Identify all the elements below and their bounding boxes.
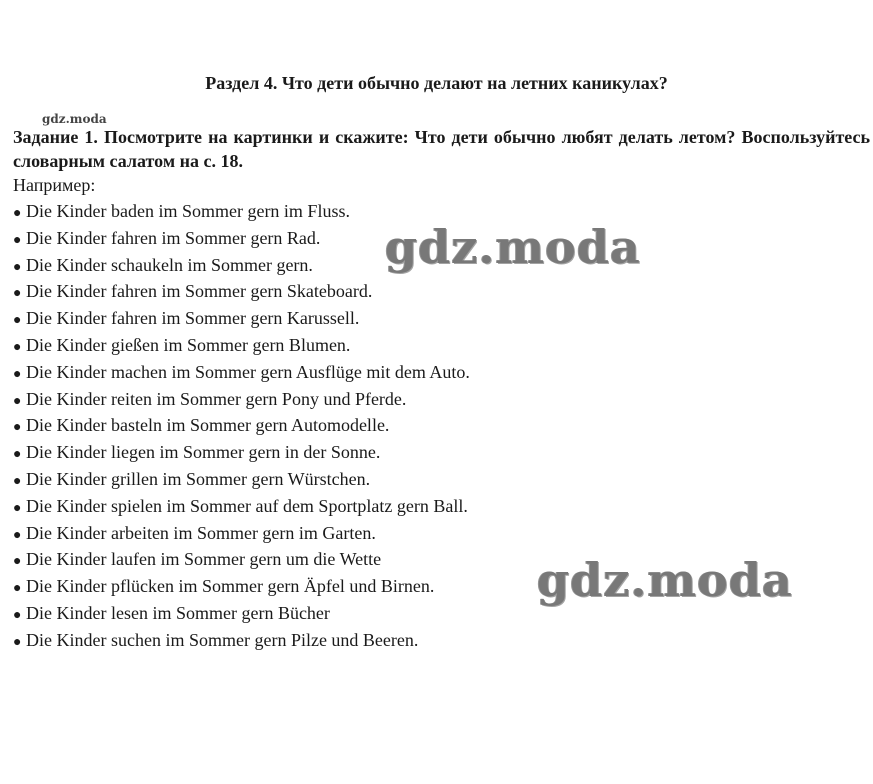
list-item (13, 468, 470, 495)
sentence-text: Die Kinder arbeiten im Sommer gern im Garten. (26, 522, 376, 543)
sentence-text: Die Kinder lesen im Sommer gern Bücher (26, 602, 330, 623)
sentence-text: Die Kinder grillen im Sommer gern Würstchen. (26, 468, 371, 489)
sentence-text: Die Kinder spielen im Sommer auf dem Sportplatz gern Ball. (26, 495, 468, 516)
list-item (13, 280, 470, 307)
list-item (13, 522, 470, 549)
list-item (13, 334, 470, 361)
sentence-text: Die Kinder gießen im Sommer gern Blumen. (26, 334, 351, 355)
list-item (13, 548, 470, 575)
sentence-text: Die Kinder schaukeln im Sommer gern. (26, 254, 313, 275)
bullet-dot-icon: ● (13, 286, 22, 302)
bullet-dot-icon: ● (13, 206, 22, 221)
sentence-text: Die Kinder basteln im Sommer gern Automodelle. (26, 415, 390, 436)
bullet-dot-icon: ● (13, 527, 22, 543)
bullet-dot-icon: ● (13, 634, 22, 650)
bullet-dot-icon: ● (13, 473, 22, 489)
sentence-text: Die Kinder laufen im Sommer gern um die Wette (26, 549, 382, 570)
list-item (13, 388, 470, 415)
example-label: Например: (13, 175, 96, 195)
list-item (13, 629, 470, 656)
bullet-dot-icon: ● (13, 259, 22, 275)
list-item (13, 361, 470, 388)
bullet-dot-icon: ● (13, 393, 22, 409)
bullet-dot-icon: ● (13, 554, 22, 570)
bullet-dot-icon: ● (13, 607, 22, 623)
list-item (13, 441, 470, 468)
watermark-logo: gdz.moda (385, 220, 641, 274)
list-item (13, 414, 470, 441)
watermark-logo: gdz.moda (537, 553, 793, 607)
list-item (13, 495, 470, 522)
page-title: Раздел 4. Что дети обычно делают на летних каникулах? (205, 73, 668, 93)
bullet-dot-icon: ● (13, 366, 22, 382)
sentence-text: Die Kinder reiten im Sommer gern Pony und Pferde. (26, 388, 407, 409)
bullet-dot-icon: ● (13, 500, 22, 516)
sentence-text: Die Kinder machen im Sommer gern Ausflüge mit dem Auto. (26, 361, 470, 382)
bullet-dot-icon: ● (13, 447, 22, 463)
task-instruction: Задание 1. Посмотрите на картинки и скажите: Что дети обычно любят делать летом? Воспользуйтесь словарным салатом на с. 18. (13, 127, 870, 171)
bullet-dot-icon: ● (13, 339, 22, 355)
list-item (13, 602, 470, 629)
list-item (13, 307, 470, 334)
list-item (13, 575, 470, 602)
bullet-dot-icon: ● (13, 313, 22, 329)
bullet-dot-icon: ● (13, 581, 22, 597)
sentence-text: Die Kinder suchen im Sommer gern Pilze und Beeren. (26, 629, 419, 650)
bullet-dot-icon: ● (13, 232, 22, 248)
bullet-dot-icon: ● (13, 420, 22, 436)
sentence-text: Die Kinder pflücken im Sommer gern Äpfel und Birnen. (26, 576, 435, 597)
sentence-text: Die Kinder baden im Sommer gern im Fluss. (26, 201, 350, 221)
sentence-text: Die Kinder fahren im Sommer gern Karussell. (26, 308, 360, 329)
sentence-text: Die Kinder fahren im Sommer gern Rad. (26, 227, 321, 248)
sentence-text: Die Kinder liegen im Sommer gern in der Sonne. (26, 442, 381, 463)
sentence-text: Die Kinder fahren im Sommer gern Skateboard. (26, 281, 373, 302)
watermark-small: gdz.moda (42, 112, 107, 126)
